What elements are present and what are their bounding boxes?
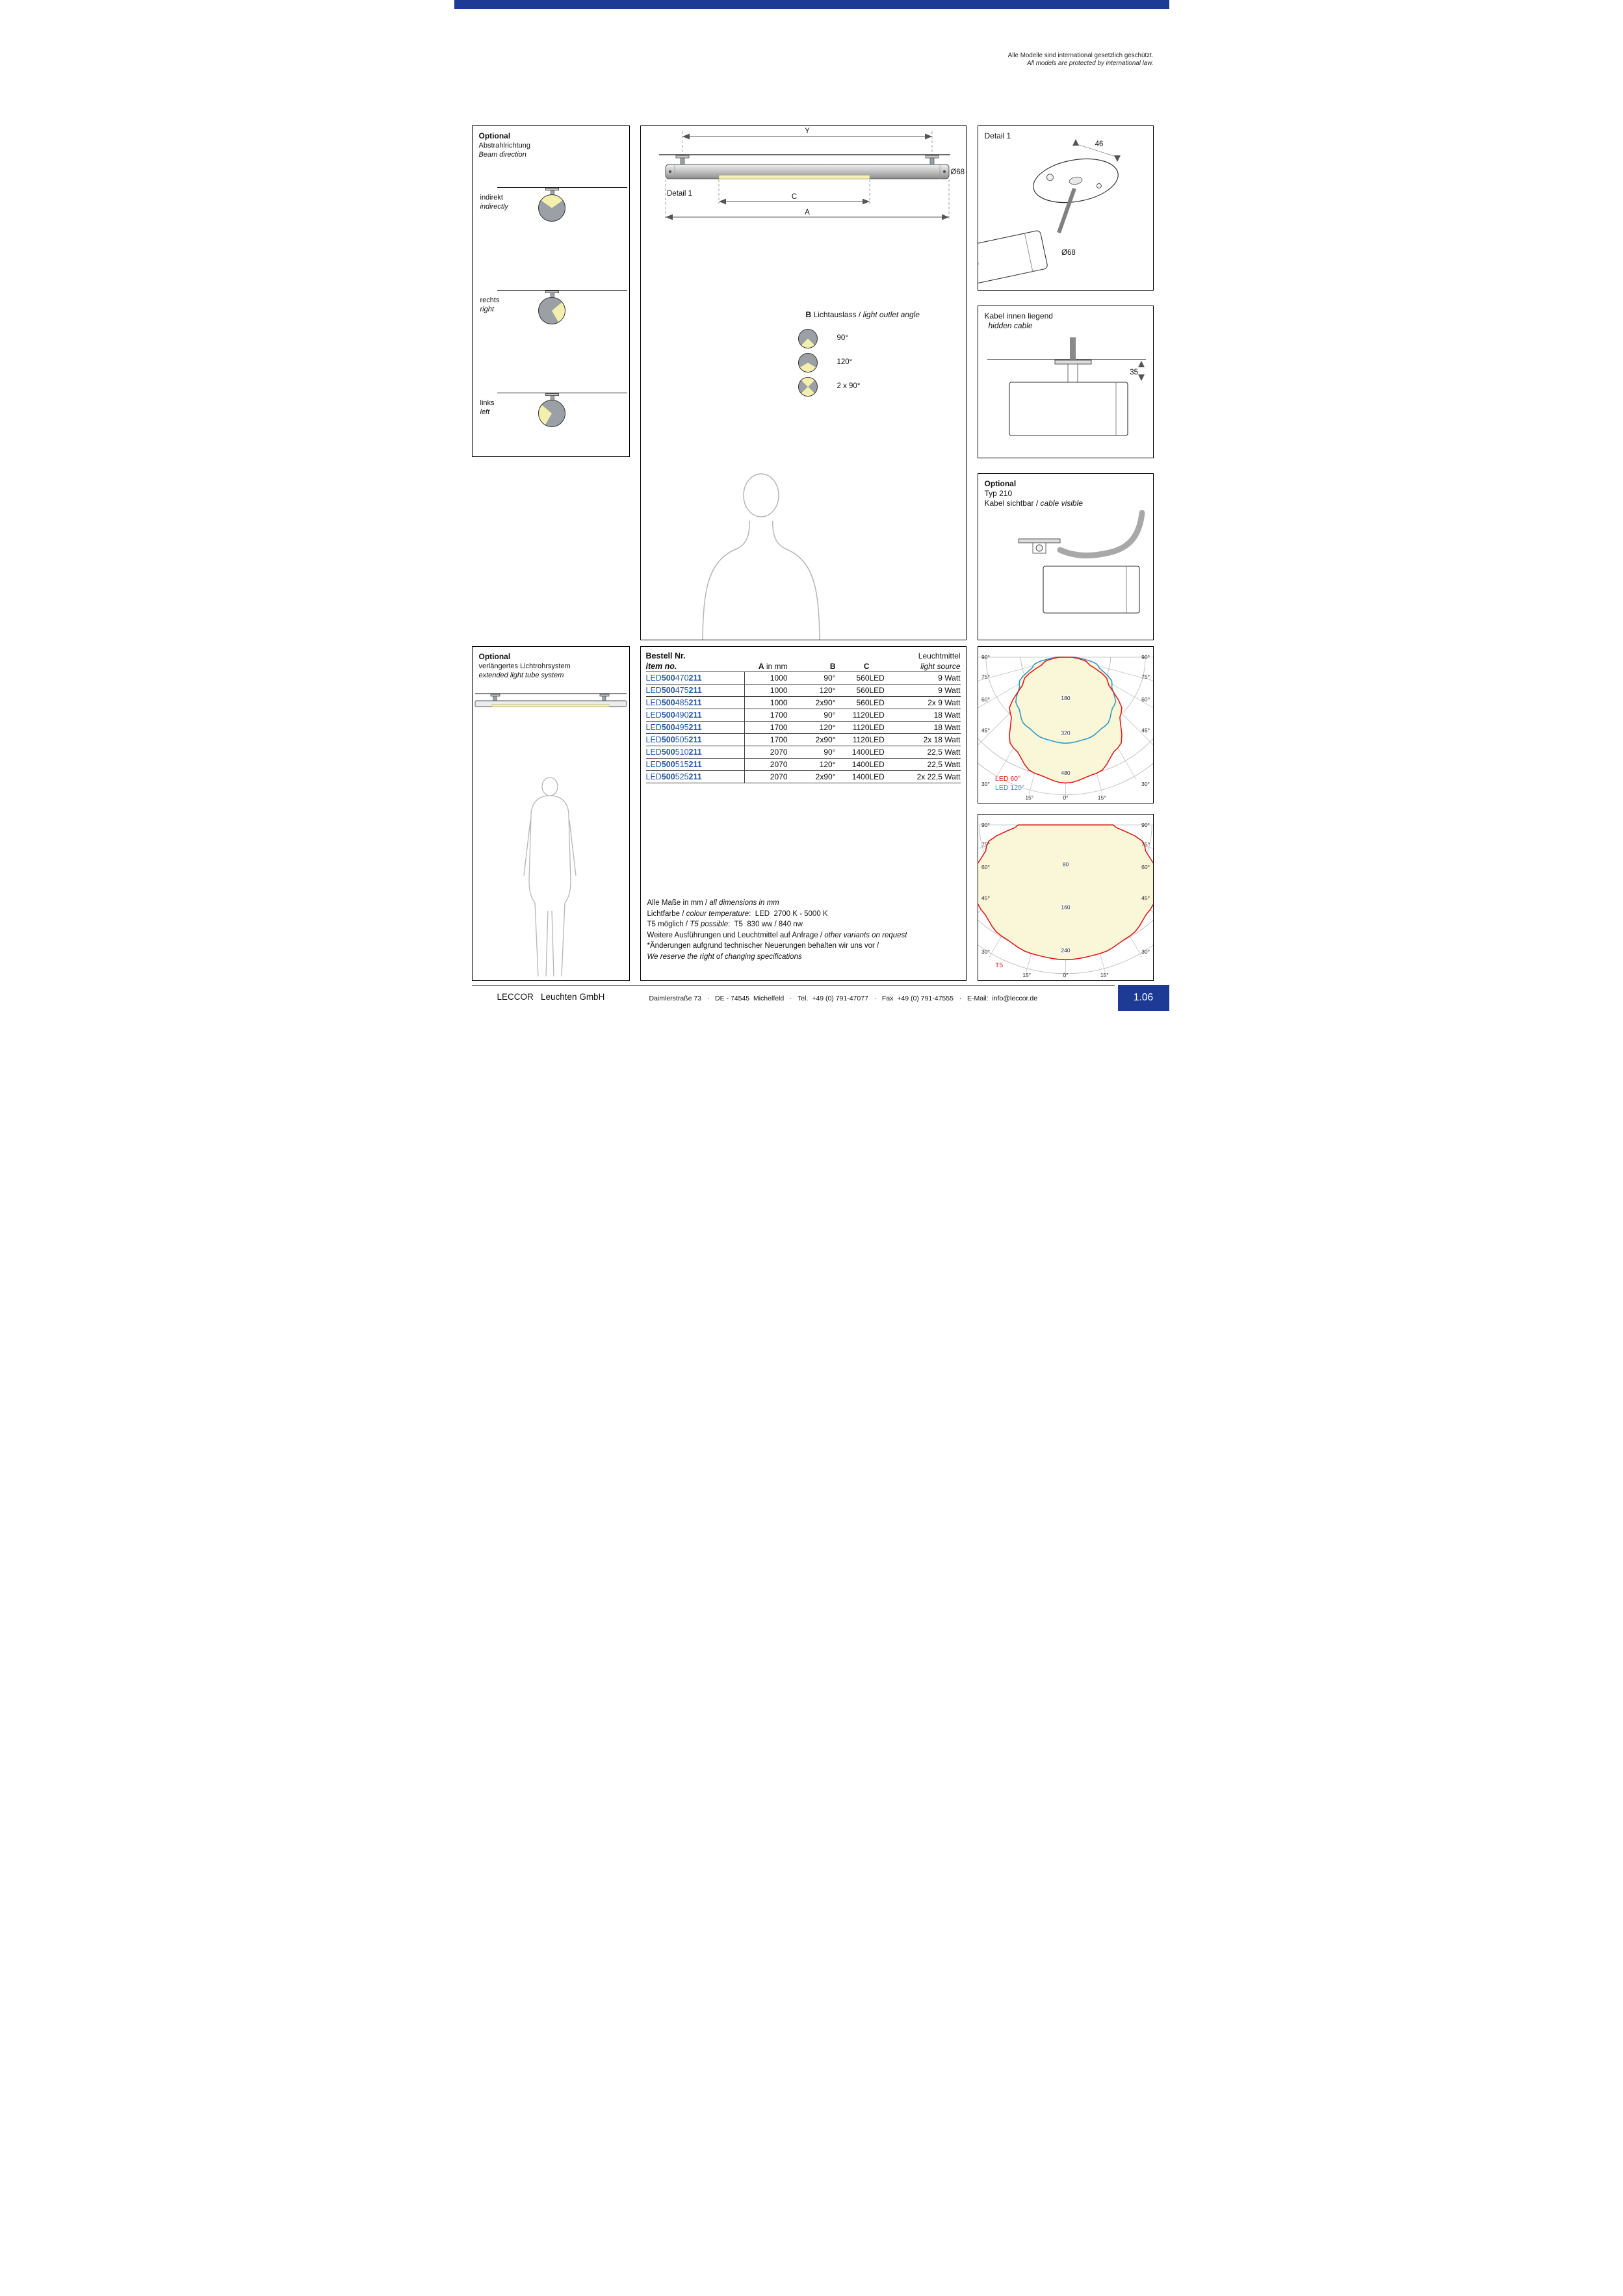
- cell-watt: 22,5 Watt: [898, 746, 961, 758]
- angle-label: 0°: [1062, 794, 1069, 801]
- beam-circle-left: [538, 400, 565, 427]
- cell-src: LED: [870, 770, 898, 783]
- cell-watt: 18 Watt: [898, 709, 961, 721]
- angle-label: 15°: [1097, 794, 1106, 801]
- angle-label: 30°: [1141, 780, 1150, 787]
- extended-tube-drawing: [473, 688, 629, 717]
- table-header-row1: [646, 651, 961, 661]
- cell-item: LED500525211: [646, 770, 745, 783]
- person-silhouette: [641, 464, 966, 640]
- cell-c: 1400: [836, 758, 870, 770]
- order-table-box: [640, 646, 967, 981]
- box-title: Optional: [478, 652, 511, 661]
- table-row: [646, 672, 961, 684]
- cell-a: 2070: [745, 770, 788, 783]
- angle-label: 30°: [981, 780, 990, 787]
- header-bestell-nr: Bestell Nr.: [645, 651, 686, 660]
- table-row: [646, 733, 961, 746]
- chart-legend-label: LED 60°: [994, 775, 1020, 783]
- table-row: [646, 746, 961, 758]
- dim-arrow-left: [719, 199, 726, 205]
- light-outlet-heading: [806, 310, 920, 319]
- cell-watt: 2x 22,5 Watt: [898, 770, 961, 783]
- chart-legend-label: LED 120°: [994, 784, 1024, 792]
- cell-c: 1400: [836, 770, 870, 783]
- extended-system-box: [472, 646, 630, 981]
- legal-de: Alle Modelle sind international gesetzlich geschützt.: [1007, 52, 1154, 59]
- cable-visible-de: Kabel sichtbar /: [984, 499, 1041, 508]
- angle-label: 45°: [981, 727, 990, 734]
- cell-a: 1700: [745, 721, 788, 733]
- angle-label: 30°: [1141, 948, 1150, 955]
- beam-direction-box: [472, 125, 630, 457]
- polar-chart-t5: [978, 815, 1153, 980]
- dim-arrow-up: [1138, 361, 1145, 367]
- cell-item: LED500470211: [646, 672, 745, 684]
- light-strip: [492, 705, 609, 707]
- beam-circle-indirect: [538, 194, 565, 222]
- cell-c: 560: [836, 696, 870, 709]
- footer-address: Daimlerstraße 73 · DE - 74545 Michelfeld · Tel. +49 (0) 791-47077 · Fax +49 (0) 791-47555 · E-Mail: info@leccor.de: [649, 995, 1038, 1002]
- cell-c: 1400: [836, 746, 870, 758]
- cell-item: LED500490211: [646, 709, 745, 721]
- cell-a: 1700: [745, 709, 788, 721]
- cell-item: LED500515211: [646, 758, 745, 770]
- angle-label: 60°: [981, 696, 990, 703]
- cell-src: LED: [870, 709, 898, 721]
- detail-diameter-label: Ø68: [1061, 249, 1076, 257]
- cell-b: 120°: [788, 684, 836, 696]
- polar-chart-led: [978, 647, 1153, 803]
- cell-watt: 9 Watt: [898, 684, 961, 696]
- angle-label: 15°: [1024, 794, 1033, 801]
- table-row: [646, 721, 961, 733]
- cell-b: 90°: [788, 709, 836, 721]
- box-typ-label: Typ 210: [984, 489, 1013, 498]
- led-distribution-chart-box: [978, 646, 1154, 803]
- header-leuchtmittel: Leuchtmittel: [918, 651, 961, 660]
- box-subtitle-de: Abstrahlrichtung: [478, 142, 530, 150]
- cell-b: 90°: [788, 746, 836, 758]
- page-number: 1.06: [1133, 992, 1154, 1003]
- cable-visible-en: cable visible: [1040, 499, 1083, 508]
- dim-arrow-up: [1072, 139, 1079, 146]
- header-item-no: item no.: [646, 661, 745, 672]
- table-row: [646, 684, 961, 696]
- dim-46-label: 46: [1095, 140, 1103, 148]
- stem: [1068, 364, 1078, 382]
- box-title: Optional: [984, 479, 1017, 488]
- beam-label-en: right: [480, 306, 494, 313]
- dim-arrow-down: [1114, 155, 1121, 162]
- cell-watt: 22,5 Watt: [898, 758, 961, 770]
- canopy-flange: [676, 155, 689, 158]
- angle-label: 90°: [981, 822, 990, 828]
- visible-cable: [1060, 513, 1142, 556]
- ring-value-label: 80: [1062, 861, 1069, 868]
- cell-src: LED: [870, 758, 898, 770]
- outlet-en-label: light outlet angle: [863, 310, 920, 319]
- header-b: B: [788, 661, 836, 672]
- angle-label: 60°: [1141, 863, 1150, 870]
- ring-value-label: 240: [1060, 947, 1071, 954]
- dim-arrow-down: [1138, 374, 1145, 381]
- angle-label: 60°: [1141, 696, 1150, 703]
- cell-c: 560: [836, 684, 870, 696]
- cell-a: 1000: [745, 696, 788, 709]
- beam-label-de: rechts: [480, 296, 500, 304]
- angle-label: 45°: [981, 894, 990, 902]
- cell-c: 1120: [836, 709, 870, 721]
- box-title: Optional: [478, 131, 511, 140]
- cell-b: 2x90°: [788, 696, 836, 709]
- beam-label-en: left: [480, 408, 490, 416]
- cell-a: 2070: [745, 758, 788, 770]
- cell-b: 90°: [788, 672, 836, 684]
- angle-label: 30°: [981, 948, 990, 955]
- angle-label: 15°: [1100, 972, 1109, 978]
- angle-label: 90°: [1141, 822, 1150, 828]
- angle-label: 75°: [981, 841, 990, 848]
- hinge-pivot: [1036, 545, 1043, 551]
- cell-src: LED: [870, 696, 898, 709]
- table-row: [646, 758, 961, 770]
- box-subtitle-en: extended light tube system: [478, 672, 564, 679]
- cell-watt: 2x 18 Watt: [898, 733, 961, 746]
- t5-distribution-chart-box: [978, 814, 1154, 981]
- luminaire-drawing: [641, 126, 966, 230]
- cell-b: 120°: [788, 721, 836, 733]
- angle-label: 90°: [981, 654, 990, 660]
- header-a-mm: A in mm: [745, 661, 788, 672]
- beam-label-de: indirekt: [480, 194, 503, 202]
- canopy-disc: [1030, 153, 1121, 209]
- outlet-label-90: 90°: [837, 334, 848, 342]
- datasheet-page: [454, 0, 1169, 1011]
- note-line: Weitere Ausführungen und Leuchtmittel auf Anfrage / other variants on request: [647, 931, 907, 939]
- angle-label: 45°: [1141, 894, 1150, 902]
- dim-arrow-left: [666, 215, 673, 220]
- detail1-box: [978, 125, 1154, 291]
- note-line: Lichtfarbe / colour temperature: LED 2700 K - 5000 K: [647, 909, 828, 918]
- box-subtitle: [985, 499, 1083, 508]
- box-title: Detail 1: [984, 131, 1011, 140]
- outlet-circle-90: [798, 329, 818, 348]
- canopy-plate: [1019, 539, 1060, 543]
- cell-item: LED500495211: [646, 721, 745, 733]
- cell-a: 1000: [745, 672, 788, 684]
- hidden-cable-box: [978, 306, 1154, 458]
- table-row: [646, 696, 961, 709]
- note-line: *Änderungen aufgrund technischer Neuerungen behalten wir uns vor /: [647, 942, 879, 950]
- cell-c: 560: [836, 672, 870, 684]
- footer-company: LECCOR Leuchten GmbH: [497, 992, 605, 1002]
- cell-watt: 2x 9 Watt: [898, 696, 961, 709]
- dim-arrow-right: [942, 215, 949, 220]
- cell-item: LED500485211: [646, 696, 745, 709]
- ring-value-label: 160: [1060, 904, 1071, 911]
- beam-label-de: links: [480, 399, 495, 407]
- page-number-badge: [1118, 985, 1169, 1011]
- cell-b: 2x90°: [788, 770, 836, 783]
- angle-label: 0°: [1062, 972, 1069, 978]
- cell-src: LED: [870, 684, 898, 696]
- visible-cable-box: [978, 473, 1154, 640]
- canopy-plate: [1055, 360, 1091, 364]
- angle-label: 45°: [1141, 727, 1150, 734]
- box-subtitle-en: Beam direction: [478, 151, 526, 159]
- dim-y-label: Y: [804, 127, 810, 135]
- outlet-label-120: 120°: [837, 358, 853, 366]
- cell-b: 2x90°: [788, 733, 836, 746]
- ring-value-label: 320: [1060, 729, 1071, 737]
- cell-watt: 18 Watt: [898, 721, 961, 733]
- legal-en: All models are protected by international law.: [1027, 59, 1154, 67]
- notes: [647, 898, 959, 962]
- chart-legend-label: T5: [994, 961, 1003, 969]
- outlet-label-2x90: 2 x 90°: [837, 382, 861, 390]
- dim-arrow-right: [925, 134, 932, 140]
- table-row: [646, 709, 961, 721]
- cell-src: LED: [870, 672, 898, 684]
- ceiling-line: [497, 187, 627, 188]
- table-header-row2: [646, 661, 961, 672]
- cell-item: LED500510211: [646, 746, 745, 758]
- outlet-b-label: B: [805, 310, 812, 319]
- stem: [930, 158, 934, 165]
- outlet-de-label: Lichtauslass /: [813, 310, 861, 319]
- cell-a: 1700: [745, 733, 788, 746]
- outlet-circle-120: [798, 353, 818, 372]
- dim-a-label: A: [804, 209, 810, 216]
- ceiling-line: [497, 290, 627, 291]
- cell-watt: 9 Watt: [898, 672, 961, 684]
- cell-src: LED: [870, 721, 898, 733]
- detail1-ref-label: Detail 1: [666, 190, 692, 198]
- note-line: We reserve the right of changing specifications: [647, 952, 802, 961]
- header-c: C: [836, 661, 870, 672]
- cell-src: LED: [870, 746, 898, 758]
- outlet-circle-2x90: [798, 377, 818, 397]
- angle-label: 75°: [1141, 673, 1150, 681]
- canopy-flange: [926, 155, 939, 158]
- dim-35-label: 35: [1129, 369, 1138, 376]
- note-line: Alle Maße in mm / all dimensions in mm: [647, 899, 779, 907]
- cell-a: 1000: [745, 684, 788, 696]
- top-bar: [454, 0, 1169, 9]
- ring-value-label: 480: [1060, 770, 1071, 776]
- order-table: [646, 651, 961, 783]
- cell-a: 2070: [745, 746, 788, 758]
- dim-arrow-left: [682, 134, 690, 140]
- angle-label: 75°: [1141, 841, 1150, 848]
- header-light-source: light source: [898, 661, 961, 672]
- detail1-drawing: [978, 126, 1153, 290]
- box-subtitle-de: verlängertes Lichtrohrsystem: [478, 662, 571, 670]
- end-screw: [943, 170, 946, 173]
- cell-item: LED500505211: [646, 733, 745, 746]
- distribution-fill: [978, 825, 1153, 959]
- tube-side-view: [1043, 566, 1139, 613]
- tube-side-view: [1009, 382, 1128, 436]
- cell-b: 120°: [788, 758, 836, 770]
- luminaire-box: [640, 125, 967, 640]
- cell-c: 1120: [836, 721, 870, 733]
- cell-item: LED500475211: [646, 684, 745, 696]
- ring-value-label: 180: [1060, 695, 1071, 701]
- extended-person-silhouette: [473, 751, 629, 980]
- box-title-en: hidden cable: [988, 321, 1033, 330]
- tube-diameter-label: Ø68: [950, 168, 965, 176]
- angle-label: 60°: [981, 863, 990, 870]
- dim-arrow-right: [863, 199, 870, 205]
- box-title-de: Kabel innen liegend: [984, 311, 1053, 320]
- note-line: T5 möglich / T5 possible: T5 830 ww / 840 nw: [647, 920, 803, 928]
- stem: [681, 158, 684, 165]
- end-screw: [669, 170, 671, 173]
- angle-label: 75°: [981, 673, 990, 681]
- order-table-body: [646, 672, 961, 783]
- angle-label: 90°: [1141, 654, 1150, 660]
- legal-note: [1008, 52, 1154, 68]
- cell-c: 1120: [836, 733, 870, 746]
- table-row: [646, 770, 961, 783]
- dim-c-label: C: [791, 193, 797, 201]
- tube-perspective: [978, 230, 1048, 290]
- light-strip: [719, 176, 870, 179]
- cell-src: LED: [870, 733, 898, 746]
- angle-label: 15°: [1022, 972, 1031, 978]
- beam-label-en: indirectly: [480, 203, 508, 211]
- beam-circle-right: [538, 297, 565, 324]
